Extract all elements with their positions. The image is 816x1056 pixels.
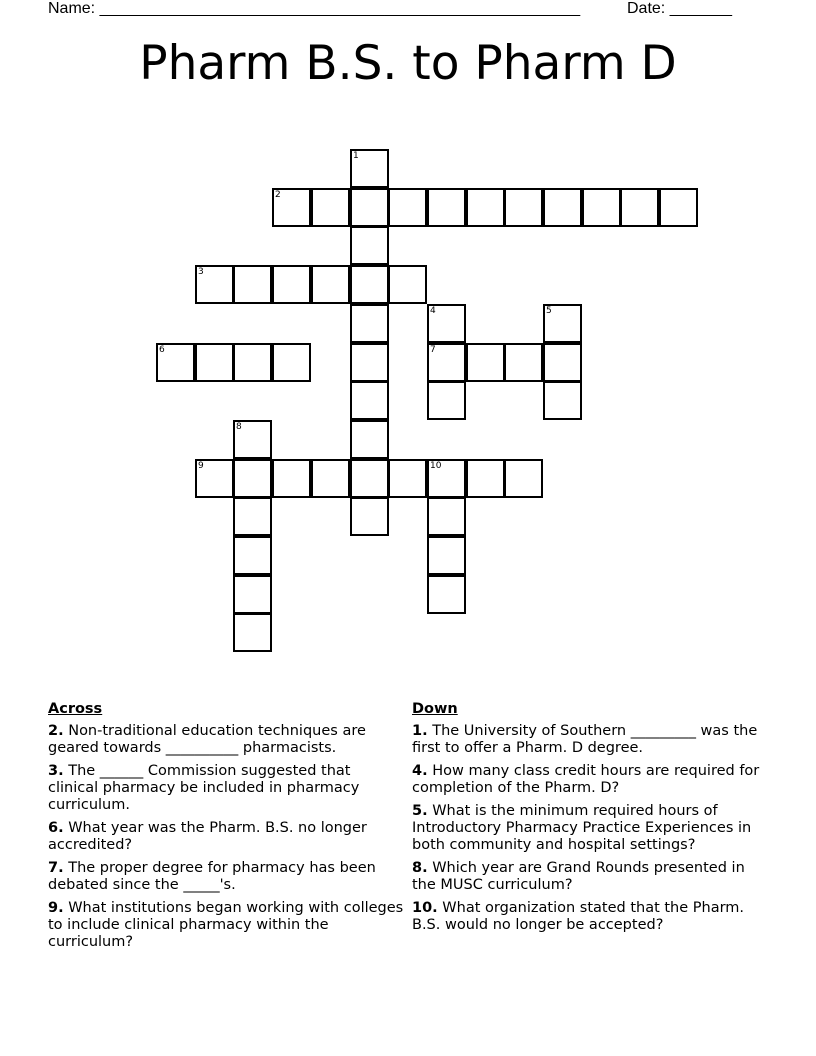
- clue-number-label: 8: [236, 422, 242, 432]
- grid-cell[interactable]: [272, 265, 311, 304]
- grid-cell[interactable]: [195, 265, 234, 304]
- clue-text: Non-traditional education techniques are geared towards __________ pharmacists.: [48, 723, 366, 756]
- grid-cell[interactable]: [543, 188, 582, 227]
- grid-cell[interactable]: [388, 265, 427, 304]
- clue-number-label: 7: [430, 345, 436, 355]
- grid-cell[interactable]: [311, 188, 350, 227]
- across-clue: [48, 763, 404, 814]
- clue-text: How many class credit hours are required for completion of the Pharm. D?: [412, 763, 760, 796]
- clue-number: 7.: [48, 860, 64, 876]
- clue-number: 6.: [48, 820, 64, 836]
- grid-cell[interactable]: [233, 459, 272, 498]
- clue-number-label: 3: [198, 267, 204, 277]
- grid-cell[interactable]: [427, 381, 466, 420]
- down-clue: [412, 803, 772, 854]
- grid-cell[interactable]: [350, 265, 389, 304]
- clue-number-label: 5: [546, 306, 552, 316]
- clue-number: 2.: [48, 723, 64, 739]
- clue-number-label: 2: [275, 190, 281, 200]
- grid-cell[interactable]: [504, 459, 543, 498]
- clue-number: 1.: [412, 723, 428, 739]
- grid-cell[interactable]: [427, 575, 466, 614]
- grid-cell[interactable]: [543, 381, 582, 420]
- clue-text: What year was the Pharm. B.S. no longer accredited?: [48, 820, 367, 853]
- name-field: Name: ______________________________________________________: [48, 0, 581, 17]
- clue-number: 8.: [412, 860, 428, 876]
- grid-cell[interactable]: [350, 304, 389, 343]
- down-clue: [412, 860, 772, 894]
- down-clue: [412, 723, 772, 757]
- grid-cell[interactable]: [620, 188, 659, 227]
- clue-number: 5.: [412, 803, 428, 819]
- down-clue: [412, 763, 772, 797]
- grid-cell[interactable]: [582, 188, 621, 227]
- page-title: Pharm B.S. to Pharm D: [139, 36, 677, 91]
- clue-number: 10.: [412, 900, 438, 916]
- grid-cell[interactable]: [427, 304, 466, 343]
- clue-text: Which year are Grand Rounds presented in the MUSC curriculum?: [412, 860, 745, 893]
- grid-cell[interactable]: [233, 613, 272, 652]
- clue-text: What organization stated that the Pharm. B.S. would no longer be accepted?: [412, 900, 745, 933]
- grid-cell[interactable]: [233, 265, 272, 304]
- grid-cell[interactable]: [427, 536, 466, 575]
- down-clues: [412, 701, 772, 940]
- grid-cell[interactable]: [233, 420, 272, 459]
- grid-cell[interactable]: [659, 188, 698, 227]
- grid-cell[interactable]: [272, 343, 311, 382]
- clue-text: The ______ Commission suggested that clinical pharmacy be included in pharmacy curriculum.: [48, 763, 360, 813]
- across-clues: [48, 701, 404, 957]
- grid-cell[interactable]: [350, 420, 389, 459]
- clue-text: The proper degree for pharmacy has been debated since the _____'s.: [48, 860, 376, 893]
- across-clue: [48, 723, 404, 757]
- clue-text: The University of Southern _________ was the first to offer a Pharm. D degree.: [412, 723, 758, 756]
- grid-cell[interactable]: [466, 343, 505, 382]
- clue-number-label: 9: [198, 461, 204, 471]
- grid-cell[interactable]: [350, 459, 389, 498]
- grid-cell[interactable]: [350, 343, 389, 382]
- across-clue: [48, 900, 404, 951]
- grid-cell[interactable]: [350, 497, 389, 536]
- grid-cell[interactable]: [350, 381, 389, 420]
- grid-cell[interactable]: [195, 343, 234, 382]
- grid-cell[interactable]: [272, 188, 311, 227]
- clue-number-label: 4: [430, 306, 436, 316]
- clue-number: 3.: [48, 763, 64, 779]
- down-clue: [412, 900, 772, 934]
- clue-text: What institutions began working with colleges to include clinical pharmacy within the curriculum?: [48, 900, 404, 950]
- grid-cell[interactable]: [388, 188, 427, 227]
- grid-cell[interactable]: [195, 459, 234, 498]
- grid-cell[interactable]: [233, 536, 272, 575]
- grid-cell[interactable]: [427, 497, 466, 536]
- clue-text: What is the minimum required hours of Introductory Pharmacy Practice Experiences in both community and hospital settings?: [412, 803, 752, 853]
- grid-cell[interactable]: [350, 149, 389, 188]
- date-field: Date: _______: [627, 0, 732, 17]
- clue-number-label: 10: [430, 461, 442, 471]
- grid-cell[interactable]: [427, 343, 466, 382]
- grid-cell[interactable]: [543, 304, 582, 343]
- grid-cell[interactable]: [350, 226, 389, 265]
- clue-number: 9.: [48, 900, 64, 916]
- grid-cell[interactable]: [466, 459, 505, 498]
- down-heading: Down: [412, 701, 458, 717]
- grid-cell[interactable]: [504, 188, 543, 227]
- grid-cell[interactable]: [311, 265, 350, 304]
- grid-cell[interactable]: [466, 188, 505, 227]
- grid-cell[interactable]: [156, 343, 195, 382]
- grid-cell[interactable]: [233, 497, 272, 536]
- across-heading: Across: [48, 701, 103, 717]
- across-clue: [48, 820, 404, 854]
- grid-cell[interactable]: [350, 188, 389, 227]
- grid-cell[interactable]: [543, 343, 582, 382]
- grid-cell[interactable]: [233, 575, 272, 614]
- grid-cell[interactable]: [504, 343, 543, 382]
- clue-number-label: 6: [159, 345, 165, 355]
- grid-cell[interactable]: [233, 343, 272, 382]
- grid-cell[interactable]: [427, 459, 466, 498]
- grid-cell[interactable]: [311, 459, 350, 498]
- grid-cell[interactable]: [388, 459, 427, 498]
- grid-cell[interactable]: [272, 459, 311, 498]
- across-clue: [48, 860, 404, 894]
- clue-number: 4.: [412, 763, 428, 779]
- clue-number-label: 1: [353, 151, 359, 161]
- grid-cell[interactable]: [427, 188, 466, 227]
